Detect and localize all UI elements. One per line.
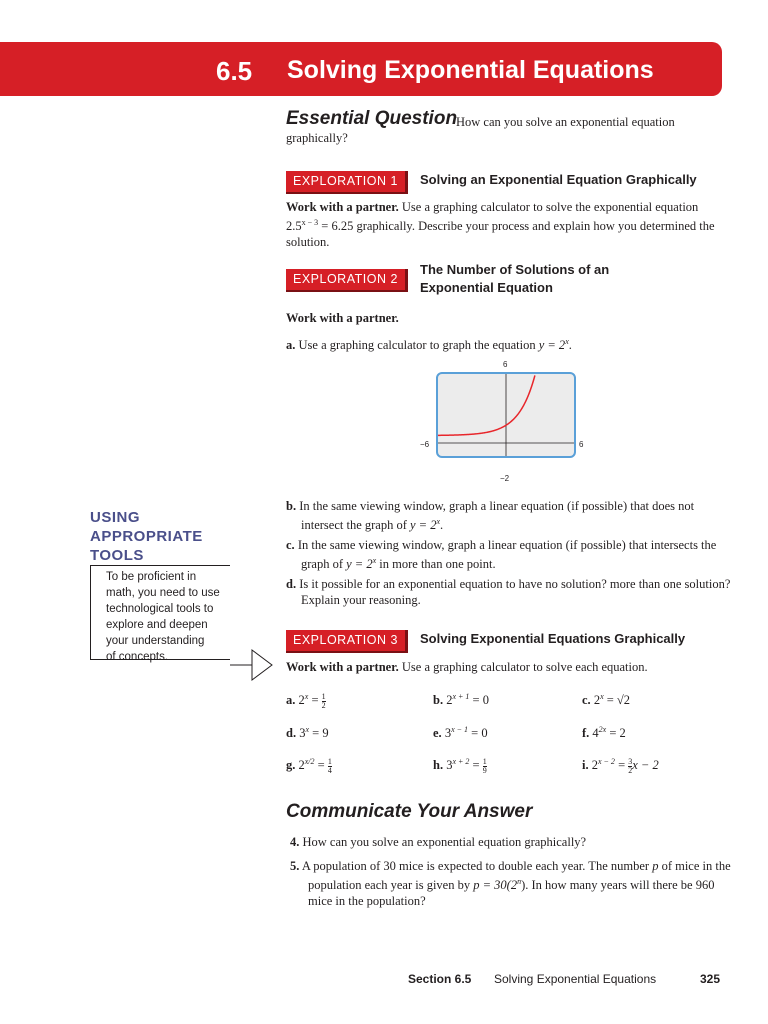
footer-section: Section 6.5 xyxy=(408,972,472,986)
exploration-2-tag: EXPLORATION 2 xyxy=(286,269,408,292)
essential-question-text: How can you solve an exponential equation graphically? xyxy=(286,115,675,145)
exploration-3-title: Solving Exponential Equations Graphically xyxy=(420,631,686,646)
sidebar-heading: USING APPROPRIATE TOOLS xyxy=(90,509,203,564)
communicate-heading: Communicate Your Answer xyxy=(286,801,533,822)
pointer-arrow-icon xyxy=(230,648,274,682)
exploration-2-item-c: c. In the same viewing window, graph a linear equation (if possible) that intersects the graph of $y = 2^x$ in more than one point. xyxy=(286,538,717,572)
exploration-1-lead: Work with a partner. xyxy=(286,200,399,214)
problem-c: c. $2^x = √2$ xyxy=(582,692,631,708)
problem-b: b. $2^{x + 1} = 0$ xyxy=(433,692,489,708)
exploration-2-item-a: a. Use a graphing calculator to graph the equation $y = 2^x$. xyxy=(286,337,572,353)
essential-question-label: Essential Question xyxy=(286,108,458,129)
section-number: 6.5 xyxy=(216,56,253,86)
exploration-1-title: Solving an Exponential Equation Graphically xyxy=(420,172,697,187)
problem-i: i. $2^{x - 2}$ = $\frac{3}{2}$ x − 2 xyxy=(582,756,659,775)
problem-h: h. $3^{x + 2}$ = $\frac{1}{9}$ xyxy=(433,756,487,775)
sidebar-tip-box: To be proficient in math, you need to use technological tools to explore and deepen your understanding of concepts. xyxy=(90,565,230,660)
exploration-1-text: Work with a partner. Use a graphing calculator to solve the exponential equation $2.5^{x - 3} = 6.25$ graphically. Describe your process and explain how you determined the solution. xyxy=(286,200,715,250)
question-4: 4. How can you solve an exponential equation graphically? xyxy=(290,835,587,849)
problem-e: e. $3^{x - 1} = 0$ xyxy=(433,725,488,741)
exploration-2-item-d: d. Is it possible for an exponential equation to have no solution? more than one solution? Explain your reasoning. xyxy=(286,577,731,607)
exponential-graph xyxy=(438,374,574,456)
graph-y-max-label: 6 xyxy=(503,360,508,369)
problem-g: g. $2^{x/2}$ = $\frac{1}{4}$ xyxy=(286,756,332,775)
problem-a: a. $2^x$ = $\frac{1}{2}$ xyxy=(286,691,326,710)
graph-x-max-label: 6 xyxy=(579,440,584,449)
exploration-2-lead: Work with a partner. xyxy=(286,311,399,325)
graph-y-min-label: −2 xyxy=(500,474,510,483)
question-5: 5. A population of 30 mice is expected to double each year. The number p of mice in the population each year is given by $p = 30(2^n)$. In how many years will there be 960 mice in the population? xyxy=(290,859,731,909)
curve-y-equals-2-to-x xyxy=(438,375,535,435)
problem-d: d. $3^x = 9$ xyxy=(286,725,329,741)
exploration-2-item-b: b. In the same viewing window, graph a linear equation (if possible) that does not intersect the graph of $y = 2^x$. xyxy=(286,499,695,533)
page-number: 325 xyxy=(700,972,721,986)
page-title: Solving Exponential Equations xyxy=(287,56,654,84)
problem-f: f. $4^{2x} = 2$ xyxy=(582,725,626,741)
exploration-3-tag: EXPLORATION 3 xyxy=(286,630,408,653)
footer-title: Solving Exponential Equations xyxy=(494,972,657,986)
graphing-calculator-screen xyxy=(436,372,576,458)
exploration-1-tag: EXPLORATION 1 xyxy=(286,171,408,194)
graph-x-min-label: −6 xyxy=(420,440,430,449)
exploration-3-text: Work with a partner. Use a graphing calculator to solve each equation. xyxy=(286,660,648,674)
exploration-2-title: The Number of Solutions of an Exponential Equation xyxy=(420,262,610,295)
